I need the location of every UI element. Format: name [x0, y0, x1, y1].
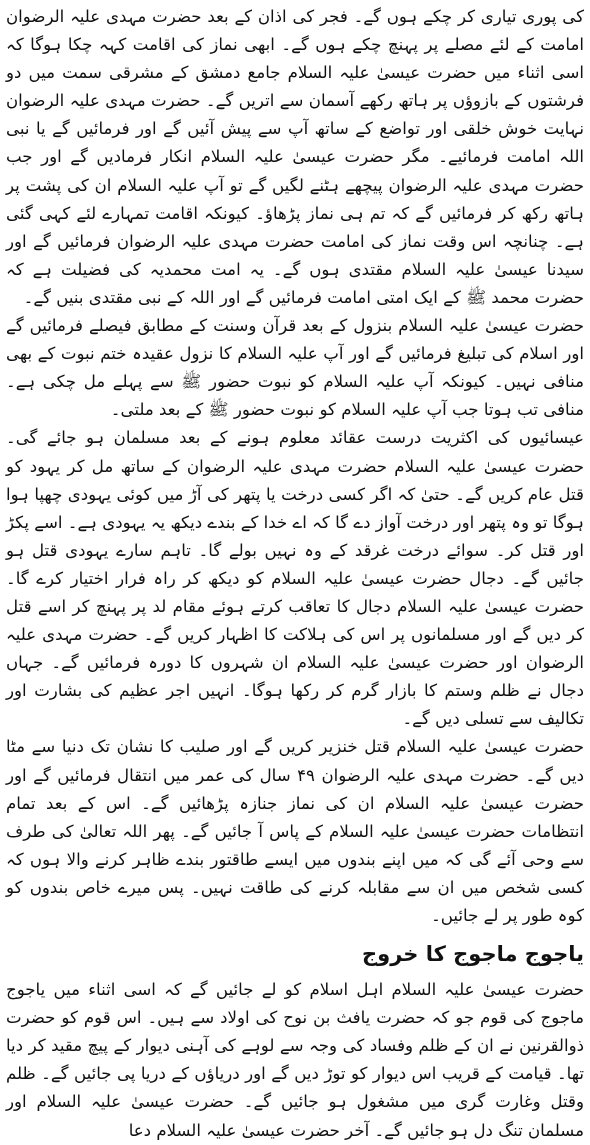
paragraph-yajooj-majooj: حضرت عیسیٰ علیہ السلام اہل اسلام کو لے جائیں گے کہ اسی اثناء میں یاجوج ماجوج کی قوم جو کہ حضرت یافث بن نوح کی اولاد سے ہیں۔ اس قوم کو حضرت ذوالقرنین نے ان کے ظلم وفساد کی وجہ سے لوہے کی آہنی دیوار کے پیچ مقید کر دیا تھا۔ قیامت کے قریب اس دیوار کو توڑ دیں گے اور دریاؤں کے دریا پی جائیں گے۔ ظلم وقتل وغارت گری میں مشغول ہو جائیں گے۔ حضرت عیسیٰ علیہ السلام اور مسلمان تنگ دل ہو جائیں گے۔ آخر حضرت عیسیٰ علیہ السلام دعا	[6, 980, 584, 1140]
paragraph-nuzool: حضرت عیسیٰ علیہ السلام بنزول کے بعد قرآن وسنت کے مطابق فیصلے فرمائیں گے اور اسلام کی تبلیغ فرمائیں گے اور آپ علیہ السلام کا نزول عقیدہ ختم نبوت کے بھی منافی نہیں۔ کیونکہ آپ علیہ السلام کو نبوت حضور ﷺ سے پہلے مل چکی ہے۔ منافی تب ہوتا جب آپ علیہ السلام کو نبوت حضور ﷺ کے بعد ملتی۔	[6, 316, 584, 420]
paragraph-imamat: کی پوری تیاری کر چکے ہوں گے۔ فجر کی اذان کے بعد حضرت مہدی علیہ الرضوان امامت کے لئے مصلے پر پہنچ چکے ہوں گے۔ ابھی نماز کی اقامت کہہ چکا ہوگا کہ اسی اثناء میں حضرت عیسیٰ علیہ السلام جامع دمشق کے مشرقی سمت میں دو فرشتوں کے بازوؤں پر ہاتھ رکھے آسمان سے اتریں گے۔ حضرت مہدی علیہ الرضوان نہایت خوش خلقی اور تواضع کے ساتھ آپ سے پیش آئیں گے اور فرمائیں گے یا نبی اللہ امامت فرمائیے۔ مگر حضرت عیسیٰ علیہ السلام انکار فرمادیں گے اور جب حضرت مہدی علیہ الرضوان پیچھے ہٹنے لگیں گے تو آپ علیہ السلام ان کی پشت پر ہاتھ رکھ کر فرمائیں گے کہ تم ہی نماز پڑھاؤ۔ کیونکہ اقامت تمہارے لئے کہی گئی ہے۔ چنانچہ اس وقت نماز کی امامت حضرت مہدی علیہ الرضوان فرمائیں گے اور سیدنا عیسیٰ علیہ السلام مقتدی ہوں گے۔ یہ امت محمدیہ کی فضیلت ہے کہ حضرت محمد ﷺ کے ایک امتی امامت فرمائیں گے اور اللہ کے نبی مقتدی بنیں گے۔	[6, 7, 584, 307]
paragraph-dajjal: عیسائیوں کی اکثریت درست عقائد معلوم ہونے کے بعد مسلمان ہو جائے گی۔ حضرت عیسیٰ علیہ السلام حضرت مہدی علیہ الرضوان کے ساتھ مل کر یہود کو قتل عام کریں گے۔ حتیٰ کہ اگر کسی درخت یا پتھر کی آڑ میں کوئی یہودی چھپا ہوا ہوگا تو وہ پتھر اور درخت آواز دے گا کہ اے خدا کے بندے دیکھ یہ یہودی ہے۔ اسے پکڑ اور قتل کر۔ سوائے درخت غرقد کے وہ نہیں بولے گا۔ تاہم سارے یہودی قتل ہو جائیں گے۔ دجال حضرت عیسیٰ علیہ السلام کو دیکھ کر راہ فرار اختیار کرے گا۔ حضرت عیسیٰ علیہ السلام دجال کا تعاقب کرتے ہوئے مقام لد پر پہنچ کر اسے قتل کر دیں گے اور مسلمانوں پر اس کی ہلاکت کا اظہار کریں گے۔ حضرت مہدی علیہ الرضوان اور حضرت عیسیٰ علیہ السلام ان شہروں کا دورہ فرمائیں گے۔ جہاں دجال نے ظلم وستم کا بازار گرم کر رکھا ہوگا۔ انہیں اجر عظیم کی بشارت اور تکالیف سے تسلی دیں گے۔	[6, 428, 584, 729]
section-heading-yajooj-majooj: یاجوج ماجوج کا خروج	[362, 942, 584, 967]
paragraph-qatl-khinzeer: حضرت عیسیٰ علیہ السلام قتل خنزیر کریں گے اور صلیب کا نشان تک دنیا سے مٹا دیں گے۔ حضرت مہدی علیہ الرضوان ۴۹ سال کی عمر میں انتقال فرمائیں گے اور حضرت عیسیٰ علیہ السلام ان کی نماز جنازہ پڑھائیں گے۔ اس کے بعد تمام انتظامات حضرت عیسیٰ علیہ السلام کے پاس آ جائیں گے۔ پھر اللہ تعالیٰ کی طرف سے وحی آئے گی کہ میں اپنے بندوں میں ایسے طاقتور بندے ظاہر کرنے والا ہوں کہ کسی شخص میں ان سے مقابلہ کرنے کی طاقت نہیں۔ پس میرے خاص بندوں کو کوہ طور پر لے جائیں۔	[6, 737, 584, 925]
